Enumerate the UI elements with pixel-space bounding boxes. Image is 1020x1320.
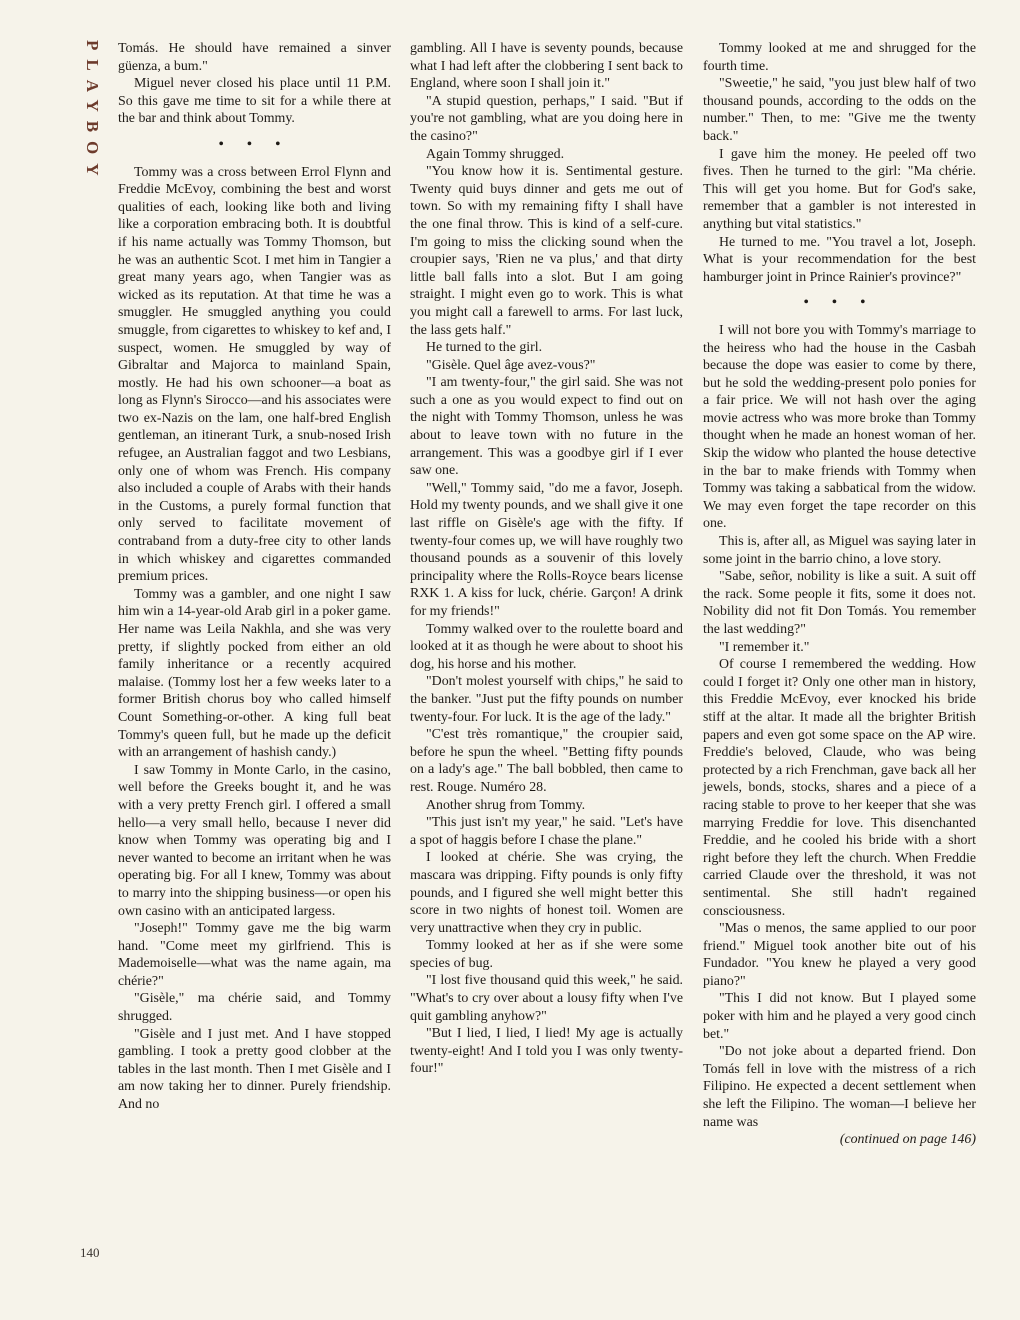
- paragraph: This is, after all, as Miguel was saying later in some joint in the barrio chino, a love story.: [703, 534, 976, 567]
- paragraph: I looked at chérie. She was crying, the mascara was dripping. Fifty pounds is only fifty pounds, and I figured she well might better this score in two nights of honest toil. Women are very unattractive when they cry in public.: [410, 850, 683, 936]
- paragraph: "Well," Tommy said, "do me a favor, Joseph. Hold my twenty pounds, and we shall give it one last riffle on Gisèle's age with the fifty. If twenty-four comes up, we will have roughly two thousand pounds as a souvenir of this lovely principality where the Rolls-Royce bears license RXK 1. A kiss for luck, chérie. Garçon! A drink for my friends!": [410, 480, 683, 619]
- paragraph: "This just isn't my year," he said. "Let's have a spot of haggis before I chase the plane.": [410, 815, 683, 848]
- paragraph: I gave him the money. He peeled off two fives. Then he turned to the girl: "Ma chérie. This will get you home. But for God's sake, remember that a gambler is not interested in anything but vital statistics.": [703, 146, 976, 232]
- paragraph: "Do not joke about a departed friend. Don Tomás fell in love with the mistress of a rich Filipino. He expected a decent settlement when she left the Filipino. The woman—I believe her name was: [703, 1044, 976, 1130]
- paragraph: gambling. All I have is seventy pounds, because what I had left after the clobbering I sent back to England, where soon I shall join it.": [410, 41, 683, 92]
- paragraph: Again Tommy shrugged.: [426, 146, 565, 162]
- paragraph: Tommy was a cross between Errol Flynn and Freddie McEvoy, combining the best and worst qualities of each, looking like both and living like a corporation embracing both. It is doubtful if his name actually was Tommy Thomson, but he was an authentic Scot. I met him in Tangier a great many years ago, when Tangier was as wicked as its reputation. At that time he was a smuggler. He smuggled anything you could smuggle, from cigarettes to whiskey to kef and, I suspect, women. He smuggled by way of Gibraltar and Majorca to mainland Spain, mostly. He had his own schooner—a boat as long as Flynn's Sirocco—and his associates were two ex-Nazis on the lam, one half-bred English gentleman, an itinerant Turk, a snub-nosed Irish refugee, an Australian faggot and two Lesbians, only one of whom was French. His company also included a couple of Arabs with their hands in the Customs, a purely formal function that only served to facilitate movement of contraband from a duty-free city to other lands in which whiskey and cigarettes commanded premium prices.: [118, 164, 391, 585]
- paragraph: "A stupid question, perhaps," I said. "But if you're not gambling, what are you doing here in the casino?": [410, 93, 683, 144]
- paragraph: Another shrug from Tommy.: [426, 797, 586, 813]
- section-break: • • •: [803, 295, 876, 311]
- paragraph: He turned to the girl.: [426, 340, 543, 356]
- section-break: • • •: [218, 136, 291, 152]
- paragraph: "I remember it.": [719, 639, 810, 655]
- paragraph: "Sweetie," he said, "you just blew half of two thousand pounds, according to the odds on the number." Then, to me: "Give me the twenty back.": [703, 76, 976, 144]
- text-column-2: [410, 40, 683, 1078]
- paragraph: I will not bore you with Tommy's marriage to the heiress who had the house in the Casbah because the dope was easier to come by there, but he sold the wedding-present polo ponies for a fair price. We will not hash over the aging movie actress who was more broke than Tommy thought when he made an honest woman of her. Skip the widow who planted the house detective in the bar to make friends with Tommy when Tommy was taking a sabbatical from the widow. We may even forget the tape recorder on this one.: [703, 322, 976, 532]
- magazine-sidebar: [78, 40, 102, 185]
- paragraph: Tommy looked at me and shrugged for the fourth time.: [703, 41, 976, 74]
- page-number: 140: [80, 1245, 100, 1260]
- paragraph: "I am twenty-four," the girl said. She was not such a one as you would expect to find out on the night with Tommy Thomson, unless he was about to leave town with no future in the arrangement. This was a goodbye girl if I ever saw one.: [410, 375, 683, 479]
- paragraph: Tommy was a gambler, and one night I saw him win a 14-year-old Arab girl in a poker game. Her name was Leila Nakhla, and she was very pretty, if slightly pocked from either an old family inheritance or a recently acquired malaise. (Tommy lost her a few weeks later to a former British chorus boy who called himself Count Something-or-other. A king full beat Tommy's queen full, but he made up the deficit with an arrangement of hashish candy.): [118, 586, 391, 761]
- paragraph: "Don't molest yourself with chips," he said to the banker. "Just put the fifty pounds on number twenty-four. For luck. It is the age of the lady.": [410, 674, 683, 725]
- paragraph: "Mas o menos, the same applied to our poor friend." Miguel took another bite out of his Fundador. "You knew he played a very good piano?": [703, 921, 976, 989]
- paragraph: "Sabe, señor, nobility is like a suit. A suit off the rack. Some people it fits, some it does not. Nobility did not fit Don Tomás. You remember the last wedding?": [703, 569, 976, 637]
- paragraph: "Gisèle and I just met. And I have stopped gambling. I took a pretty good clobber at the tables in the last month. Then I met Gisèle and I am now taking her to dinner. Purely friendship. And no: [118, 1026, 391, 1113]
- paragraph: "I lost five thousand quid this week," he said. "What's to cry over about a lousy fifty when I've quit gambling anyhow?": [410, 973, 683, 1024]
- paragraph: "Joseph!" Tommy gave me the big warm hand. "Come meet my girlfriend. This is Mademoiselle—what was the name again, ma chérie?": [118, 921, 391, 989]
- paragraph: "This I did not know. But I played some poker with him and he played a very good cinch bet.": [703, 991, 976, 1042]
- magazine-name: PLAYBOY: [83, 40, 102, 185]
- paragraph: Tomás. He should have remained a sinver güenza, a bum.": [118, 41, 391, 74]
- paragraph: Tommy walked over to the roulette board and looked at it as though he were about to shoot his dog, his horse and his mother.: [410, 621, 683, 672]
- text-column-3: [703, 40, 976, 1149]
- continued-on-page: (continued on page 146): [839, 1132, 976, 1148]
- paragraph: "But I lied, I lied, I lied! My age is actually twenty-eight! And I told you I was only twenty-four!": [410, 1026, 683, 1077]
- paragraph: I saw Tommy in Monte Carlo, in the casino, well before the Greeks bought it, and he was with a very pretty French girl. I offered a small hello—a very small hello, because I never did know when Tommy was operating big and I never wanted to become an irritant when he was operating big. For all I knew, Tommy was about to marry into the shipping business—or open his own casino with an anticipated largess.: [118, 762, 391, 919]
- paragraph: Of course I remembered the wedding. How could I forget it? Only one other man in history, this Freddie McEvoy, ever knocked his bride stiff at the altar. It made all the brighter British papers and even got some space on the AP wire. Freddie's beloved, Claude, who was being protected by a rich Frenchman, gave back all her jewels, bonds, stocks, shares and a piece of a racing stable to prove to her keeper that she was marrying Freddie for love. This disenchanted Freddie, and he cooled his bride with a short right before they left the church. When Freddie carried Claude over the threshold, it was not sentimental. She still hadn't regained consciousness.: [703, 657, 976, 919]
- paragraph: "Gisèle," ma chérie said, and Tommy shrugged.: [118, 991, 391, 1025]
- paragraph: "You know how it is. Sentimental gesture. Twenty quid buys dinner and gets me out of town. So with my remaining fifty I shall have the one final throw. This is kind of a self-cure. I'm going to miss the clicking sound when the croupier says, 'Rien ne va plus,' and that dirty little ball falls into a slot. But I am going straight. I might even go to work. This is what you might call a farewell to arms. For last luck, the lass gets half.": [410, 164, 683, 338]
- paragraph: "Gisèle. Quel âge avez-vous?": [426, 357, 596, 373]
- text-column-1: [118, 40, 391, 1114]
- paragraph: Tommy looked at her as if she were some species of bug.: [410, 938, 683, 971]
- paragraph: "C'est très romantique," the croupier said, before he spun the wheel. "Betting fifty pounds on a lady's age." The ball bobbled, then came to rest. Rouge. Numéro 28.: [410, 727, 683, 795]
- paragraph: Miguel never closed his place until 11 P.M. So this gave me time to sit for a while there at the bar and think about Tommy.: [118, 76, 391, 127]
- paragraph: He turned to me. "You travel a lot, Joseph. What is your recommendation for the best hamburger joint in Prince Rainier's province?": [703, 234, 976, 285]
